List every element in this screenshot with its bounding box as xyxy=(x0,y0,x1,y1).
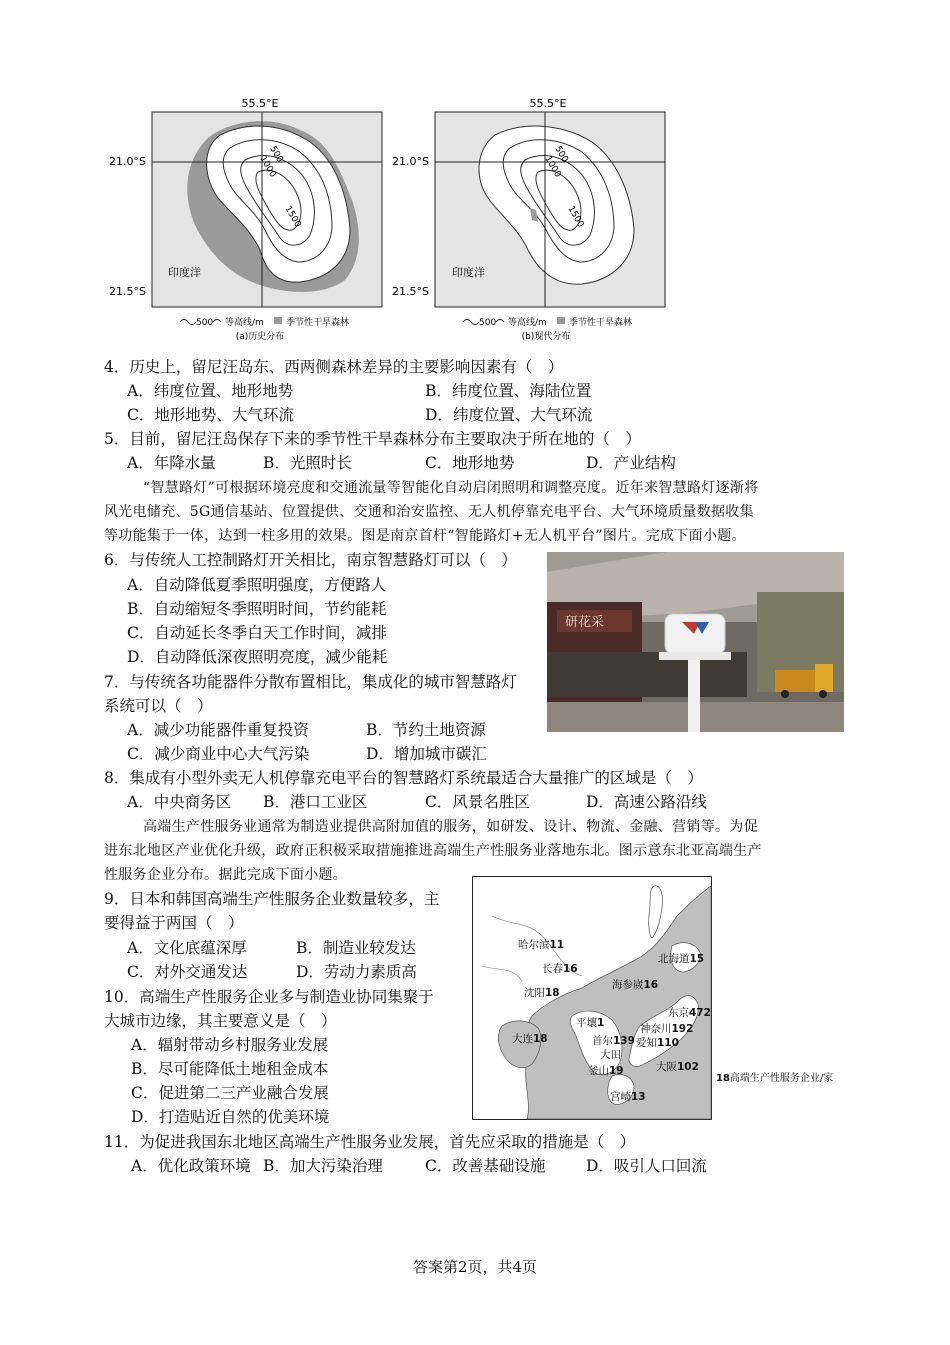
map-b-ocean-label: 印度洋 xyxy=(452,266,485,279)
q10-option-b: B．尽可能降低土地租金成本 xyxy=(131,1060,329,1078)
q5-stem: 5．目前，留尼汪岛保存下来的季节性干旱森林分布主要取决于所在地的（ ） xyxy=(104,430,641,448)
q9-stem-line-2: 要得益于两国（ ） xyxy=(104,914,244,932)
q8-option-a: A．中央商务区 xyxy=(127,793,232,811)
q5-option-d: D．产业结构 xyxy=(586,454,676,472)
q9-option-d: D．劳动力素质高 xyxy=(296,963,417,981)
q7-option-c: C．减少商业中心大气污染 xyxy=(127,745,310,763)
nemap-legend xyxy=(716,1069,833,1084)
q6-option-c: C．自动延长冬季白天工作时间，减排 xyxy=(127,624,387,642)
map-b-contour-1500: 1500 xyxy=(565,204,586,230)
q7-option-d: D．增加城市碳汇 xyxy=(366,745,487,763)
q10-option-c: C．促进第二三产业融合发展 xyxy=(131,1084,329,1102)
passage3-line-3: 性服务企业分布。据此完成下面小题。 xyxy=(104,867,348,883)
map-a-lon-label: 55.5°E xyxy=(241,97,279,110)
reunion-maps xyxy=(100,90,720,345)
svg-text:季节性干旱森林: 季节性干旱森林 xyxy=(286,318,350,328)
svg-text:500: 500 xyxy=(196,318,214,328)
svg-text:500: 500 xyxy=(479,318,497,328)
city-daejeon: 大田 xyxy=(600,1049,621,1061)
q11-option-c: C．改善基础设施 xyxy=(425,1157,546,1175)
city-dalian: 大连18 xyxy=(512,1033,548,1045)
map-b-contour-1000: 1000 xyxy=(542,154,563,180)
q5-option-b: B．光照时长 xyxy=(263,454,352,472)
q4-option-b: B．纬度位置、海陆位置 xyxy=(425,382,592,400)
q10-option-a: A．辐射带动乡村服务业发展 xyxy=(131,1036,329,1054)
q5-option-c: C．地形地势 xyxy=(425,454,515,472)
photo-sign-text: 研花采 xyxy=(565,615,605,630)
q4-option-a: A．纬度位置、地形地势 xyxy=(127,382,294,400)
q9-option-a: A．文化底蕴深厚 xyxy=(127,939,247,957)
map-b-caption: (b)现代分布 xyxy=(521,332,571,342)
q4-stem: 4．历史上，留尼汪岛东、西两侧森林差异的主要影响因素有（ ） xyxy=(104,358,564,376)
city-osaka: 大阪102 xyxy=(656,1061,699,1073)
passage2-line-3: 等功能集于一体，达到一柱多用的效果。图是南京首杆“智能路灯+无人机平台”图片。完成下面小题。 xyxy=(104,528,746,544)
map-b xyxy=(392,97,665,307)
passage2-line-1: “智慧路灯”可根据环境亮度和交通流量等智能化自动启闭照明和调整亮度。近年来智慧路灯逐渐将 xyxy=(143,480,759,496)
q11-option-a: A．优化政策环境 xyxy=(131,1157,251,1175)
passage3-line-2: 进东北地区产业优化升级，政府正积极采取措施推进高端生产性服务业落地东北。图示意东北亚高端生产 xyxy=(104,843,762,859)
map-a-contour-500: 500 xyxy=(267,144,285,165)
q6-option-d: D．自动降低深夜照明亮度，减少能耗 xyxy=(127,648,388,666)
passage2-line-2: 风光电储充、5G通信基站、位置提供、交通和治安监控、无人机停靠充电平台、大气环境质量数据收集 xyxy=(104,504,754,520)
city-shenyang: 沈阳18 xyxy=(524,987,560,999)
northeast-asia-map xyxy=(472,876,712,1121)
city-pyongyang: 平壤1 xyxy=(576,1017,605,1029)
city-seoul: 首尔139 xyxy=(592,1035,635,1047)
map-b-legend xyxy=(463,316,632,342)
map-b-lat-top: 21.0°S xyxy=(392,155,429,168)
svg-text:等高线/m: 等高线/m xyxy=(508,318,547,328)
city-aichi: 爱知110 xyxy=(636,1037,679,1049)
q6-stem: 6．与传统人工控制路灯开关相比，南京智慧路灯可以（ ） xyxy=(104,551,517,569)
q11-stem: 11．为促进我国东北地区高端生产性服务业发展，首先应采取的措施是（ ） xyxy=(104,1133,636,1151)
q8-option-b: B．港口工业区 xyxy=(263,793,368,811)
map-a-legend xyxy=(180,316,349,342)
q10-stem-line-1: 10．高端生产性服务企业多与制造业协同集聚于 xyxy=(104,988,434,1006)
q7-option-a: A．减少功能器件重复投资 xyxy=(127,721,309,739)
city-changchun: 长春16 xyxy=(542,963,578,975)
city-harbin: 哈尔滨11 xyxy=(518,939,565,951)
city-tokyo: 东京472 xyxy=(668,1007,711,1019)
map-a-contour-1500: 1500 xyxy=(282,204,303,230)
q8-stem: 8．集成有小型外卖无人机停靠充电平台的智慧路灯系统最适合大量推广的区域是（ ） xyxy=(104,769,703,787)
q11-option-b: B．加大污染治理 xyxy=(263,1157,383,1175)
map-b-contour-500: 500 xyxy=(552,144,570,165)
city-hokkaido: 北海道15 xyxy=(658,953,705,965)
q10-stem-line-2: 大城市边缘，其主要意义是（ ） xyxy=(104,1012,337,1030)
city-busan: 釜山19 xyxy=(588,1065,624,1077)
q7-option-b: B．节约土地资源 xyxy=(366,721,486,739)
q10-option-d: D．打造贴近自然的优美环境 xyxy=(131,1108,330,1126)
map-a-lat-bottom: 21.5°S xyxy=(109,285,146,298)
q4-option-c: C．地形地势、大气环流 xyxy=(127,406,294,424)
map-a-ocean-label: 印度洋 xyxy=(168,266,201,279)
passage3-line-1: 高端生产性服务业通常为制造业提供高附加值的服务，如研发、设计、物流、金融、营销等。为促 xyxy=(143,819,758,835)
map-a-caption: (a)历史分布 xyxy=(235,332,285,342)
map-b-lat-bottom: 21.5°S xyxy=(392,285,429,298)
smart-lamp-photo xyxy=(547,552,844,732)
nemap-legend-text: 高端生产性服务企业/家 xyxy=(729,1073,834,1084)
q8-option-c: C．风景名胜区 xyxy=(425,793,530,811)
q4-option-d: D．纬度位置、大气环流 xyxy=(425,406,593,424)
nemap-legend-value: 18 xyxy=(716,1073,730,1084)
q6-option-b: B．自动缩短冬季照明时间，节约能耗 xyxy=(127,600,387,618)
map-a xyxy=(109,97,382,307)
q9-option-b: B．制造业较发达 xyxy=(296,939,416,957)
q11-option-d: D．吸引人口回流 xyxy=(586,1157,707,1175)
q9-stem-line-1: 9．日本和韩国高端生产性服务企业数量较多，主 xyxy=(104,890,440,908)
page-footer: 答案第2页，共4页 xyxy=(412,1258,538,1276)
q7-stem-line-1: 7．与传统各功能器件分散布置相比，集成化的城市智慧路灯 xyxy=(104,673,517,691)
q8-option-d: D．高速公路沿线 xyxy=(586,793,707,811)
q7-stem-line-2: 系统可以（ ） xyxy=(104,697,213,715)
q5-option-a: A．年降水量 xyxy=(127,454,216,472)
map-a-contour-1000: 1000 xyxy=(257,154,278,180)
svg-text:季节性干旱森林: 季节性干旱森林 xyxy=(569,318,633,328)
q6-option-a: A．自动降低夏季照明强度，方便路人 xyxy=(127,576,387,594)
q9-option-c: C．对外交通发达 xyxy=(127,963,248,981)
svg-text:等高线/m: 等高线/m xyxy=(225,318,264,328)
city-miyazaki: 宫崎13 xyxy=(610,1091,646,1103)
city-vladivostok: 海参崴16 xyxy=(612,979,659,991)
map-b-lon-label: 55.5°E xyxy=(529,97,567,110)
city-kanagawa: 神奈川192 xyxy=(640,1023,694,1035)
map-a-lat-top: 21.0°S xyxy=(109,155,146,168)
